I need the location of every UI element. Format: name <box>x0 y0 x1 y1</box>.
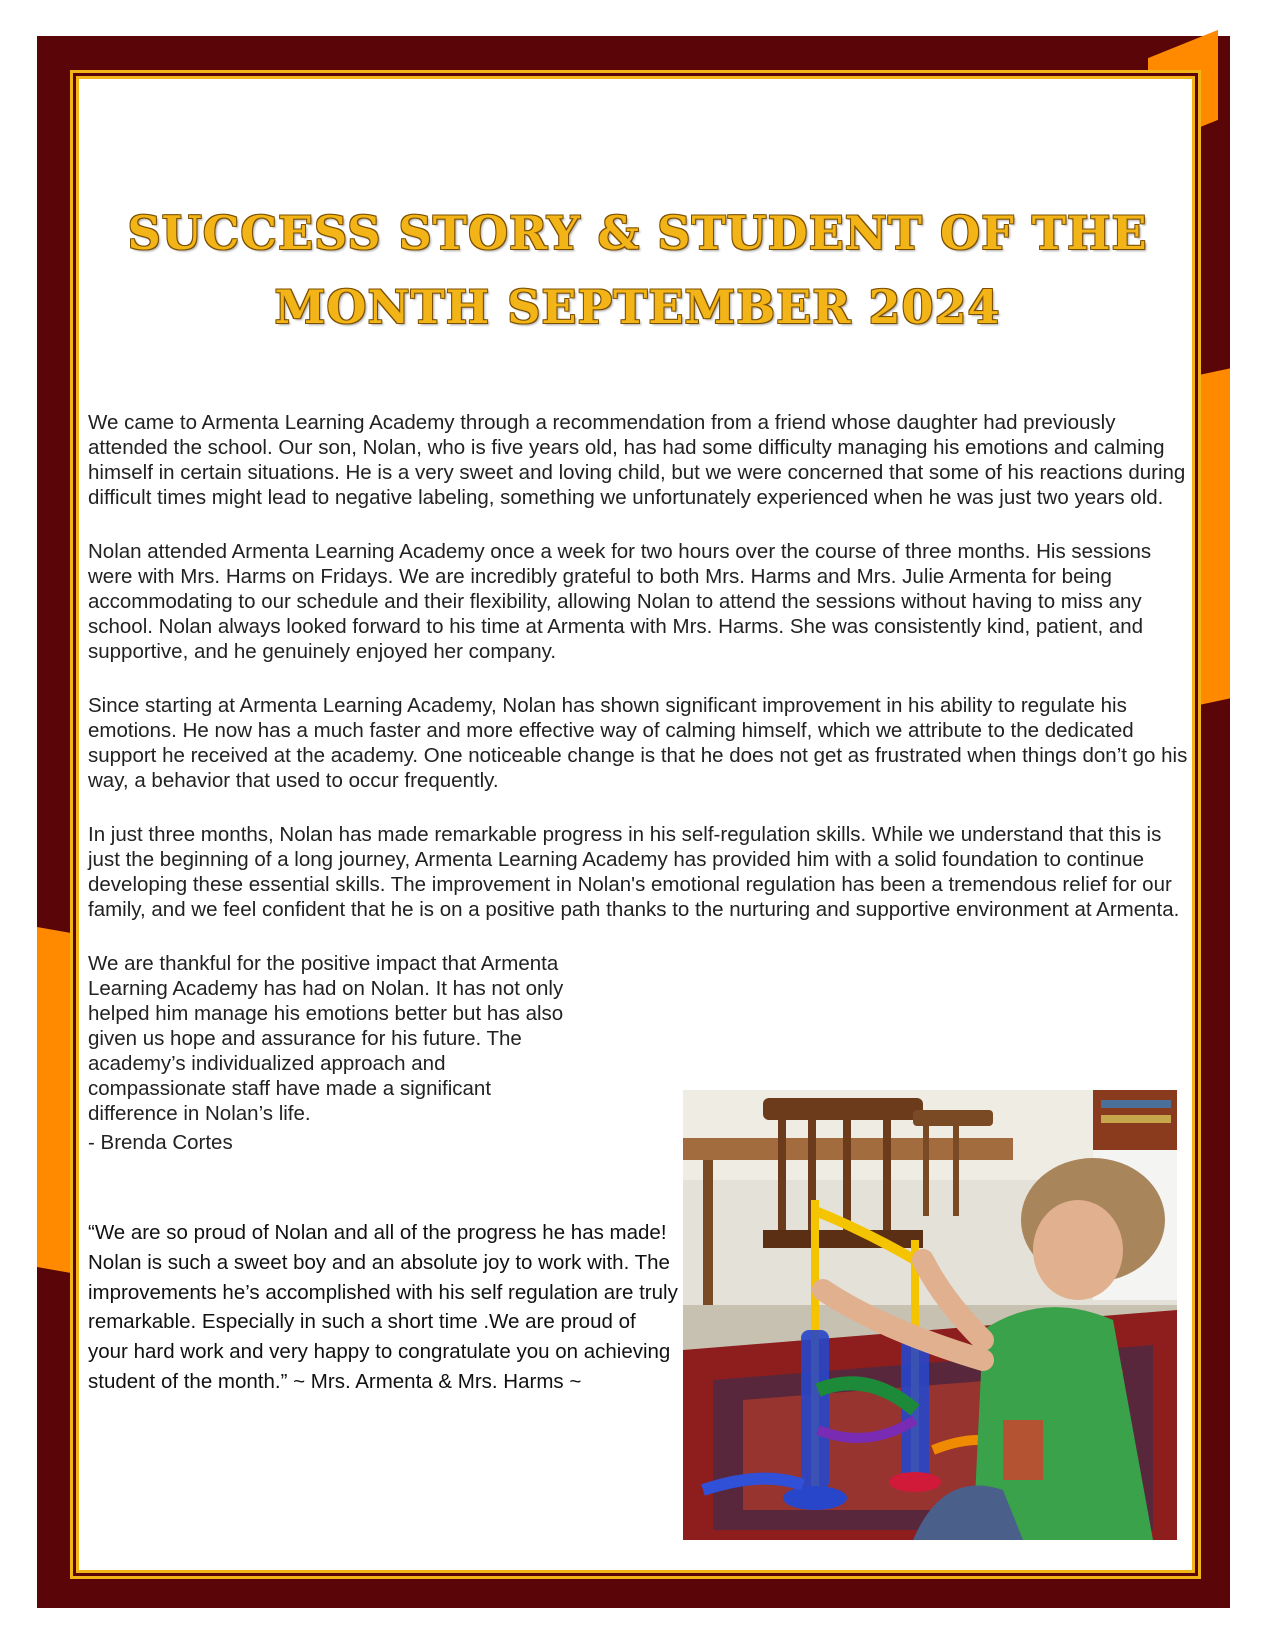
paragraph: We came to Armenta Learning Academy through a recommendation from a friend whose daughter had previously attended the school. Our son, Nolan, who is five years old, has had some difficulty managing his emotions and calming himself in certain situations. He is a very sweet and loving child, but we were concerned that some of his reactions during difficult times might lead to negative labeling, something we unfortunately experienced when he was just two years old. <box>88 411 1186 509</box>
page-title: SUCCESS STORY & STUDENT OF THE MONTH SEPTEMBER 2024 <box>127 206 1148 334</box>
orange-brush-streak-right <box>1196 368 1230 705</box>
student-photo <box>683 1090 1177 1540</box>
story-body <box>88 410 1198 1155</box>
paragraph: We are thankful for the positive impact that Armenta Learning Academy has had on Nolan. It has not only helped him manage his emotions better but has also given us hope and assurance for his future. The academy’s individualized approach and compassionate staff have made a significant difference in Nolan’s life. <box>88 952 564 1125</box>
paragraph: Nolan attended Armenta Learning Academy once a week for two hours over the course of three months. His sessions were with Mrs. Harms on Fridays. We are incredibly grateful to both Mrs. Harms and Mrs. Julie Armenta for being accommodating to our schedule and their flexibility, allowing Nolan to attend the sessions without having to miss any school. Nolan always looked forward to his time at Armenta with Mrs. Harms. She was consistently kind, patient, and supportive, and he genuinely enjoyed her company. <box>88 540 1152 663</box>
paragraph: In just three months, Nolan has made remarkable progress in his self-regulation skills. While we understand that this is just the beginning of a long journey, Armenta Learning Academy has provided him with a solid foundation to continue developing these essential skills. The improvement in Nolan's emotional regulation has been a tremendous relief for our family, and we feel confident that he is on a positive path thanks to the nurturing and supportive environment at Armenta. <box>88 823 1180 921</box>
orange-brush-streak-left <box>37 927 71 1273</box>
signature: - Brenda Cortes <box>88 1131 233 1154</box>
teacher-quote: “We are so proud of Nolan and all of the progress he has made! Nolan is such a sweet boy and an absolute joy to work with. The improvements he’s accomplished with his self regulation are truly remarkable. Especially in such a short time .We are proud of your hard work and very happy to congratulate you on achieving student of the month.” ~ Mrs. Armenta & Mrs. Harms ~ <box>88 1221 678 1393</box>
paragraph: Since starting at Armenta Learning Academy, Nolan has shown significant improvement in his ability to regulate his emotions. He now has a much faster and more effective way of calming himself, which we attribute to the dedicated support he received at the academy. One noticeable change is that he does not get as frustrated when things don’t go his way, a behavior that used to occur frequently. <box>88 694 1188 792</box>
